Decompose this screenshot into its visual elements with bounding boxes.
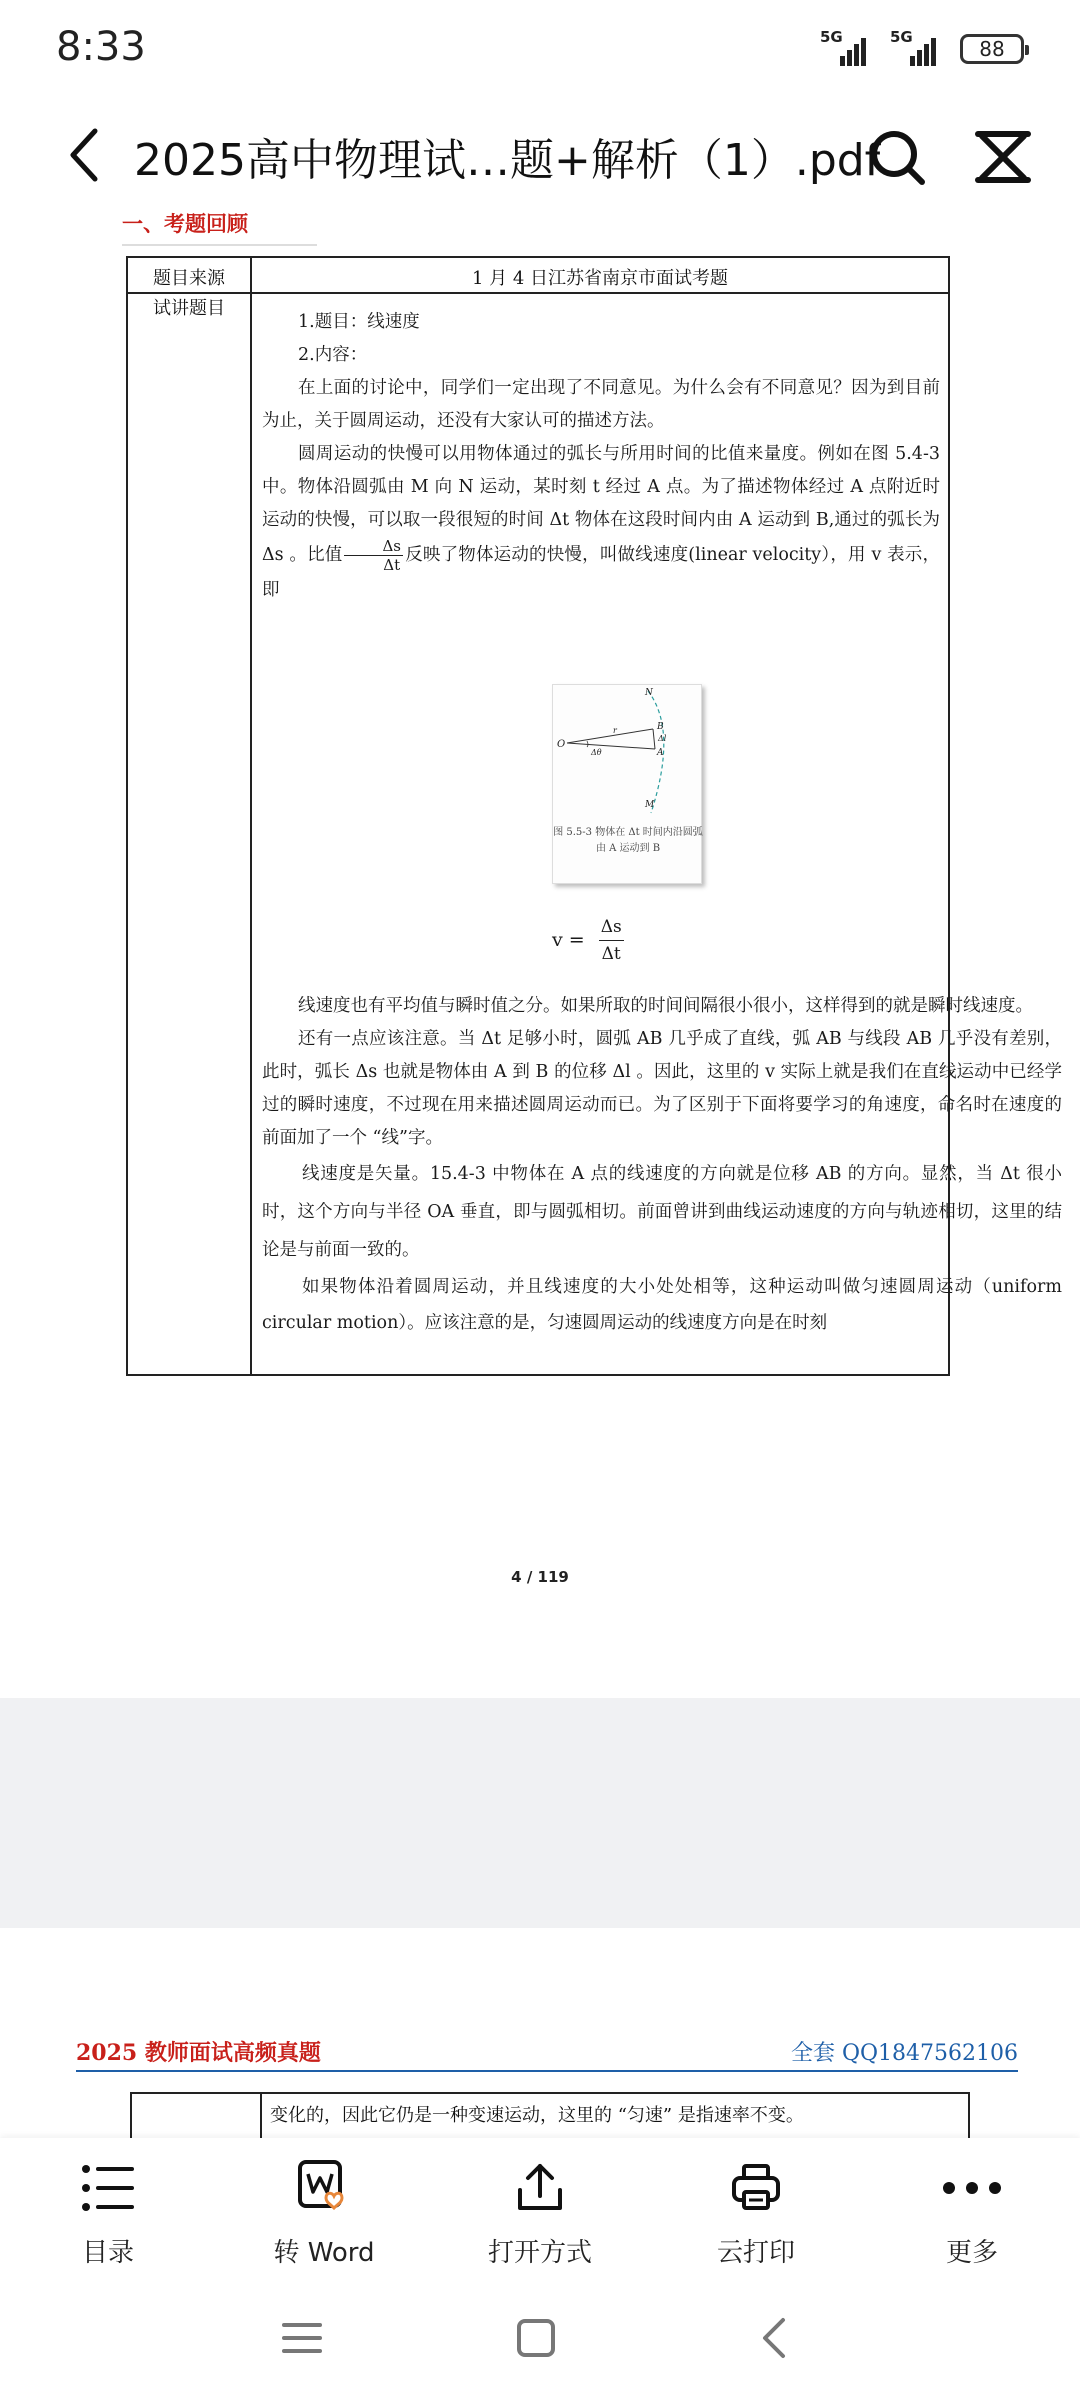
back-button[interactable] (50, 120, 120, 190)
figure-label: N (645, 688, 653, 698)
back-icon (759, 2316, 789, 2360)
figure-label: B (657, 722, 664, 732)
paragraph: 线速度是矢量。15.4-3 中物体在 A 点的线速度的方向就是位移 AB 的方向。显然，当 Δt 很小时，这个方向与半径 OA 垂直，即与圆弧相切。前面曾讲到曲线运动速度的方向与轨迹相切，这里的结论是与前面一致的。 (262, 1164, 1062, 1260)
item-title: 1.题目：线速度 (298, 312, 420, 332)
toolbar-label: 转 Word (273, 2238, 375, 2268)
paragraph-text: 圆周运动的快慢可以用物体通过的弧长与所用时间的比值来量度。例如在图 5.4-3 中。物体沿圆弧由 M 向 N 运动，某时刻 t 经过 A 点。为了描述物体经过 A 点附近时运动的快慢，可以取一段很短的时间 Δt 物体在这段时间内由 A 运动到 B,通过的弧长为 Δs 。比值 (262, 444, 940, 565)
nav-back-button[interactable] (744, 2308, 804, 2368)
signal-icon (820, 28, 878, 66)
figure-label: Δl (658, 734, 667, 743)
paragraph: 线速度也有平均值与瞬时值之分。如果所取的时间间隔很小很小，这样得到的就是瞬时线速度。 (298, 996, 1033, 1016)
question-table (130, 2092, 970, 2138)
paragraph (262, 438, 940, 607)
toolbar-label: 目录 (81, 2238, 134, 2268)
paragraph: 还有一点应该注意。当 Δt 足够小时，圆弧 AB 几乎成了直线，弧 AB 与线段 AB 几乎没有差别，此时，弧长 Δs 也就是物体由 A 到 B 的位移 Δl 。因此，这里的 v 实际上就是我们在直线运动中已经学过的瞬时速度，不过现在用来描述圆周运动而已。为了区别于下面将要学习的角速度，命名时在速度的前面加了一个 “线”字。 (262, 1029, 1062, 1148)
arc-diagram (553, 685, 703, 825)
table-content-cell (251, 293, 1062, 1375)
signal-icon (890, 28, 948, 66)
status-time: 8:33 (56, 24, 146, 70)
paragraph-text: 反映了物体运动的快慢，叫做线速度(linear velocity），用 v 表示，即 (262, 545, 941, 600)
section-heading: 一、考题回顾 (122, 211, 248, 236)
figure-circular-arc (552, 684, 702, 884)
question-table (126, 256, 1062, 1376)
bottom-toolbar (0, 2138, 1080, 2278)
document-title: 2025高中物理试…题+解析（1）.pdf (134, 135, 881, 186)
toolbar-contents-button[interactable] (0, 2138, 216, 2278)
formula (552, 914, 626, 967)
toolbar-label: 打开方式 (487, 2238, 592, 2268)
home-button[interactable] (506, 2308, 566, 2368)
pdf-page (0, 208, 1080, 1698)
fraction (344, 537, 403, 574)
toolbar-cloud-print-button[interactable] (648, 2138, 864, 2278)
pdf-viewer[interactable] (0, 208, 1080, 2138)
lower-paragraphs (262, 990, 1062, 1341)
search-button[interactable] (862, 122, 932, 192)
printer-icon (726, 2158, 786, 2218)
home-icon (516, 2318, 556, 2358)
paragraph: 如果物体沿着圆周运动，并且线速度的大小处处相等，这种运动叫做匀速圆周运动（uniform circular motion）。应该注意的是，匀速圆周运动的线速度方向是在时刻 (262, 1277, 1062, 1333)
heading-underline (122, 244, 317, 246)
fraction-denominator: Δt (601, 944, 621, 964)
figure-label: r (613, 726, 617, 735)
expand-button[interactable] (968, 122, 1038, 192)
expand-menu-icon (968, 122, 1038, 192)
page-separator (0, 1698, 1080, 1928)
page-header-contact: 全套 QQ1847562106 (790, 2041, 1018, 2066)
fraction-numerator: Δs (599, 914, 624, 941)
page-header-title: 2025 教师面试高频真题 (76, 2040, 321, 2066)
formula-lhs: v = (552, 929, 585, 951)
system-nav-bar (0, 2278, 1080, 2401)
search-icon (862, 122, 932, 192)
figure-label: Δθ (591, 748, 602, 757)
more-icon (942, 2158, 1002, 2218)
share-icon (510, 2158, 570, 2218)
paragraph: 变化的，因此它仍是一种变速运动，这里的 “匀速” 是指速率不变。 (270, 2105, 804, 2126)
table-header-source-value: 1 月 4 日江苏省南京市面试考题 (251, 257, 949, 293)
toolbar-more-button[interactable] (864, 2138, 1080, 2278)
list-icon (78, 2158, 138, 2218)
network-type-label: 5G (820, 28, 843, 46)
figure-label: A (657, 748, 664, 758)
title-bar (0, 100, 1080, 210)
table-header-source-label: 题目来源 (127, 257, 251, 293)
figure-caption: 图 5.5-3 物体在 Δt 时间内沿圆弧由 A 运动到 B (553, 827, 703, 854)
toolbar-label: 更多 (945, 2238, 998, 2268)
table-side-label (131, 2093, 261, 2138)
toolbar-open-with-button[interactable] (432, 2138, 648, 2278)
table-content-cell (261, 2093, 969, 2138)
word-convert-icon (294, 2158, 354, 2218)
battery-icon (960, 34, 1024, 64)
table-side-label: 试讲题目 (127, 293, 251, 1375)
header-rule (76, 2070, 1018, 2072)
chevron-left-icon (65, 127, 105, 183)
page-number: 4 / 119 (511, 1568, 569, 1586)
figure-label: O (557, 739, 566, 750)
status-icons (820, 28, 1024, 66)
fraction-denominator: Δt (383, 556, 401, 574)
content-label: 2.内容： (298, 345, 368, 365)
paragraph: 在上面的讨论中，同学们一定出现了不同意见。为什么会有不同意见？因为到目前为止，关于圆周运动，还没有大家认可的描述方法。 (262, 378, 940, 431)
toolbar-word-button[interactable] (216, 2138, 432, 2278)
pdf-page (0, 1928, 1080, 2138)
fraction-numerator: Δs (344, 537, 403, 556)
battery-level: 88 (979, 37, 1005, 61)
toolbar-label: 云打印 (716, 2238, 795, 2268)
figure-label: M (645, 800, 655, 810)
network-type-label: 5G (890, 28, 913, 46)
recents-icon (282, 2321, 322, 2355)
formula-fraction (599, 914, 624, 967)
recents-button[interactable] (272, 2308, 332, 2368)
status-bar (0, 0, 1080, 100)
